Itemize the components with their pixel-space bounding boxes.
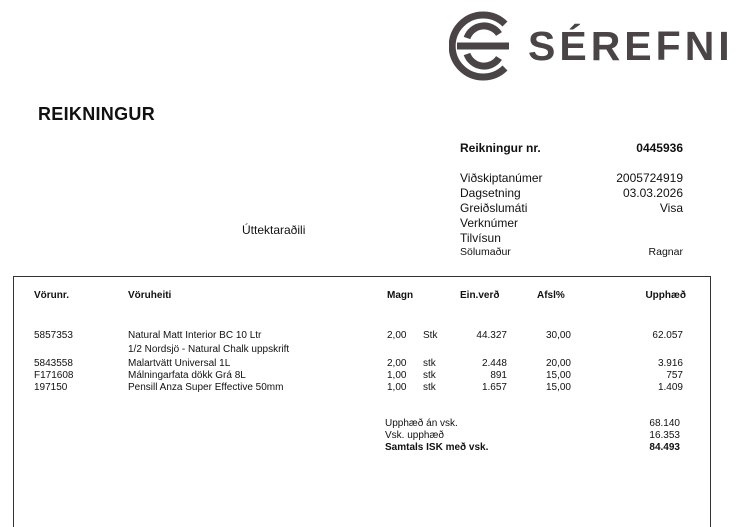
row-quantity: 1,00 [387,370,407,381]
total-value: 84.493 [649,442,680,453]
row-discount: 15,00 [545,382,571,393]
meta-label-job-no: Verknúmer [460,216,519,230]
meta-label-reference: Tilvísun [460,231,501,245]
row-item-name: 1/2 Nordsjö - Natural Chalk uppskrift [128,344,290,355]
row-item-no: 197150 [34,382,68,393]
row-unit-price: 891 [490,370,507,381]
meta-label-salesperson: Sölumaður [460,246,511,258]
row-quantity: 1,00 [387,382,407,393]
header-item-name: Vöruheiti [128,290,172,301]
header-quantity: Magn [387,290,414,301]
header-discount: Afsl% [537,290,565,301]
row-quantity: 2,00 [387,358,407,369]
row-item-name: Malartvätt Universal 1L [128,358,231,369]
invoice-number: 0445936 [636,141,683,155]
subtotal-label: Upphæð án vsk. [385,418,458,429]
vat-value: 16.353 [649,430,680,441]
meta-label-payment: Greiðslumáti [460,201,528,215]
meta-value-salesperson: Ragnar [648,246,683,258]
row-amount: 1.409 [657,382,683,393]
row-amount: 3.916 [657,358,683,369]
row-unit: Stk [423,330,438,341]
vat-label: Vsk. upphæð [385,430,444,441]
row-discount: 15,00 [545,370,571,381]
row-item-name: Pensill Anza Super Effective 50mm [128,382,284,393]
row-quantity: 2,00 [387,330,407,341]
document-title: REIKNINGUR [38,104,156,124]
meta-label-customer-no: Viðskiptanúmer [460,171,543,185]
row-unit-price: 44.327 [476,330,507,341]
row-amount: 62.057 [652,330,683,341]
row-discount: 20,00 [545,358,571,369]
header-item-no: Vörunr. [34,290,70,301]
serefni-logo-icon [449,8,517,84]
header-unit-price: Ein.verð [460,290,500,301]
row-item-no: F171608 [34,370,74,381]
header-amount: Upphæð [645,290,686,301]
items-table-frame [13,276,711,527]
row-amount: 757 [666,370,683,381]
row-item-no: 5843558 [34,358,73,369]
row-unit: stk [423,382,436,393]
recipient-label: Úttektaraðili [242,223,306,237]
meta-value-payment: Visa [659,201,683,215]
row-item-name: Natural Matt Interior BC 10 Ltr [128,330,262,341]
row-discount: 30,00 [545,330,571,341]
meta-label-date: Dagsetning [460,186,521,200]
row-unit-price: 2.448 [481,358,507,369]
invoice-number-label: Reikningur nr. [460,141,541,155]
subtotal-value: 68.140 [649,418,680,429]
meta-value-customer-no: 2005724919 [616,171,683,185]
brand-name: SÉREFNI [528,23,734,69]
row-unit: stk [423,370,436,381]
meta-value-date: 03.03.2026 [622,186,683,200]
row-unit: stk [423,358,436,369]
row-item-no: 5857353 [34,330,73,341]
total-label: Samtals ISK með vsk. [385,442,489,453]
row-item-name: Málningarfata dökk Grá 8L [128,370,246,381]
row-unit-price: 1.657 [481,382,507,393]
